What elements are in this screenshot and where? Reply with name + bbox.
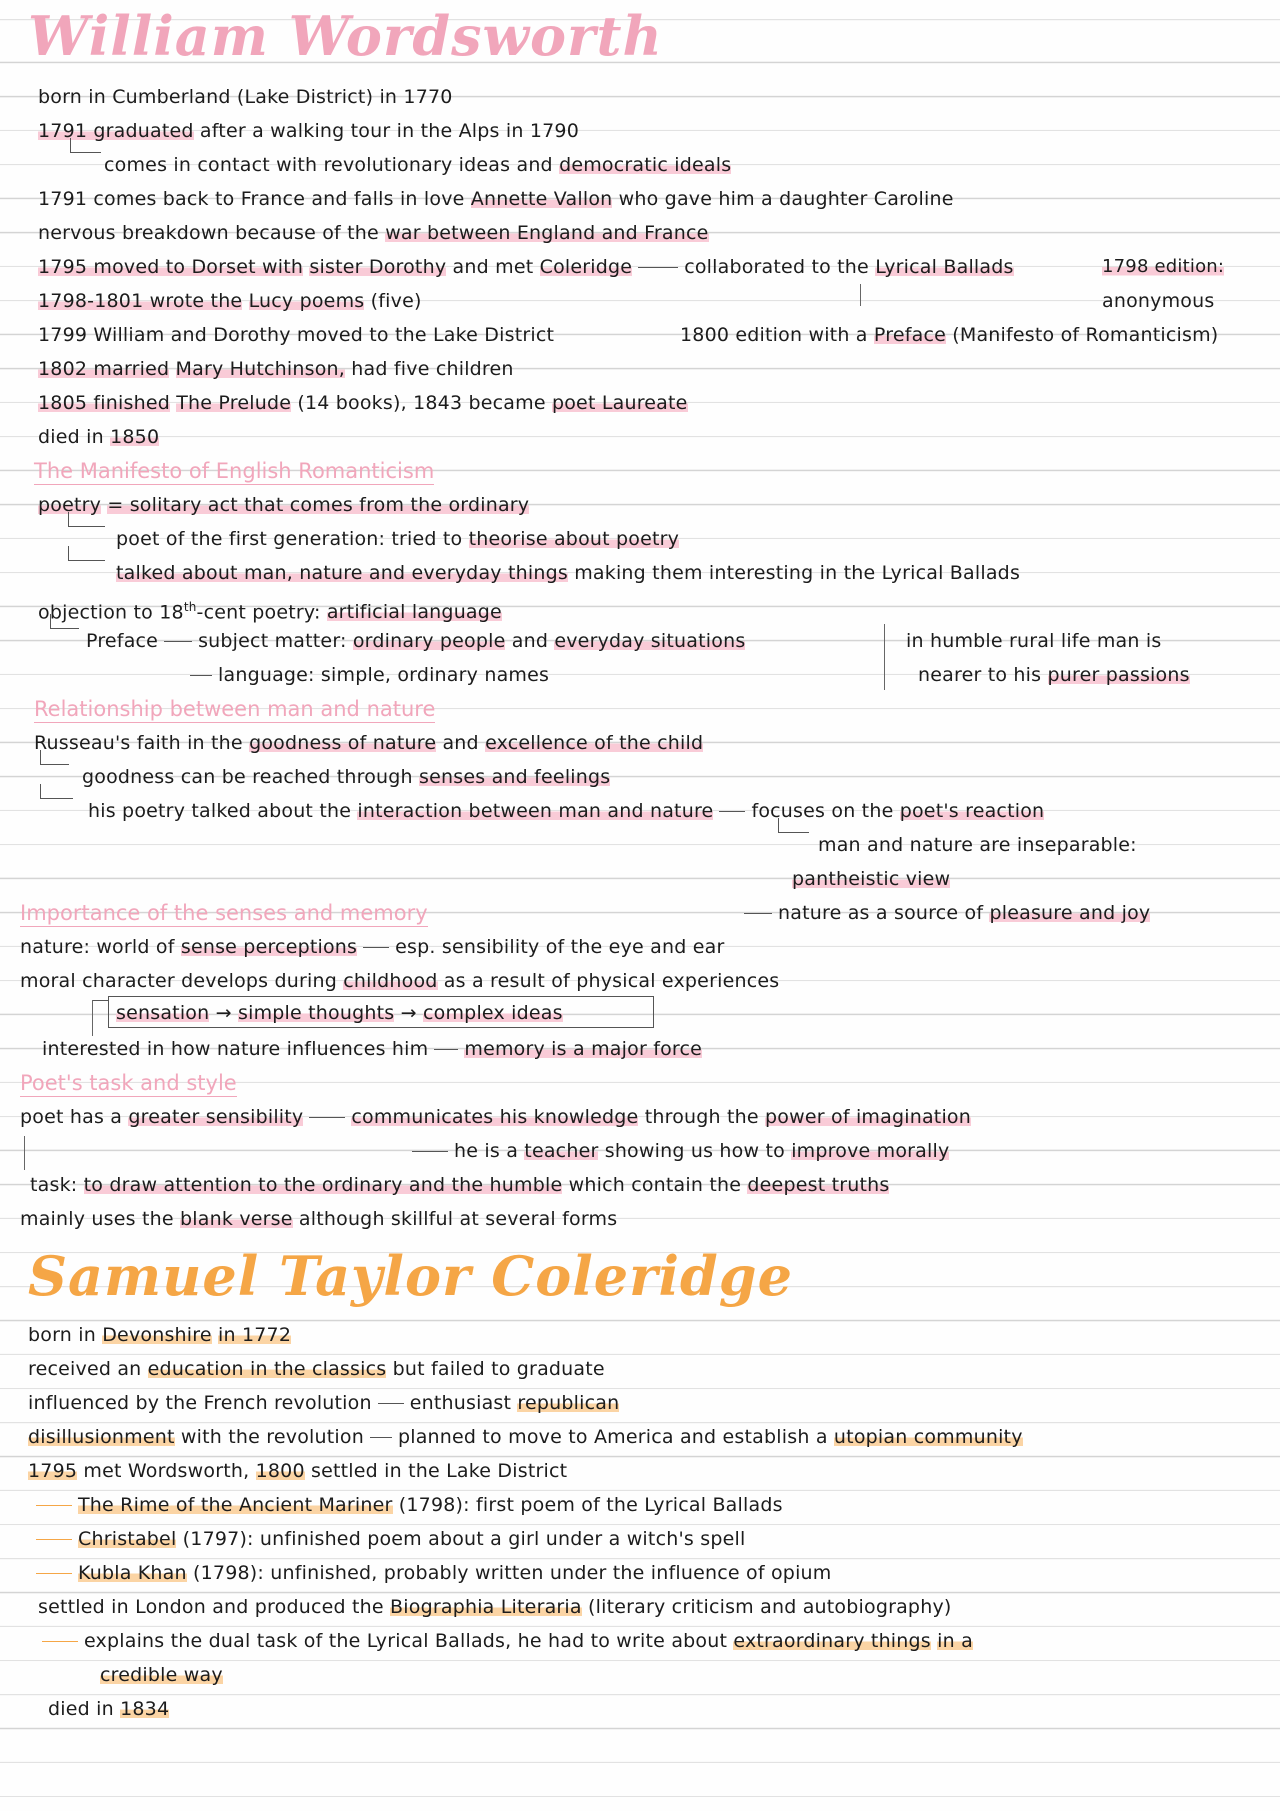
- ww-line-lucy-poems: 1798-1801 wrote the Lucy poems (five): [38, 290, 422, 312]
- ww-bracket-divider: [884, 624, 885, 690]
- stc-line-dual-task: explains the dual task of the Lyrical Ballads, he had to write about extraordinary things in a: [42, 1628, 973, 1654]
- ww-line-humble-rural: in humble rural life man is: [906, 630, 1162, 652]
- ww-section-task-style: Poet's task and style: [20, 1071, 237, 1095]
- arrow-icon: →: [400, 1002, 417, 1024]
- ww-line-graduated: 1791 graduated after a walking tour in the Alps in 1790: [38, 120, 579, 142]
- dash-connector: [378, 1403, 404, 1404]
- ww-line-teacher: he is a teacher showing us how to improve morally: [412, 1138, 949, 1164]
- dash-connector: [719, 811, 745, 812]
- ww-section-relationship: Relationship between man and nature: [34, 697, 436, 721]
- stc-line-kubla-khan: Kubla Khan (1798): unfinished, probably written under the influence of opium: [36, 1560, 832, 1586]
- ww-line-1800-edition: 1800 edition with a Preface (Manifesto of Romanticism): [680, 324, 1219, 346]
- ww-vertical-connector: [24, 1136, 25, 1170]
- ww-line-nature-world: nature: world of sense perceptions esp. sensibility of the eye and ear: [20, 936, 725, 958]
- stc-line-died: died in 1834: [48, 1698, 170, 1720]
- ww-line-france: 1791 comes back to France and falls in love Annette Vallon who gave him a daughter Caroline: [38, 188, 954, 210]
- ww-line-born: born in Cumberland (Lake District) in 1770: [38, 86, 453, 108]
- ww-note-1798-edition: 1798 edition:: [1102, 256, 1225, 277]
- dash-connector: [363, 947, 389, 948]
- dash-connector: [36, 1505, 72, 1506]
- ww-line-talked-about: talked about man, nature and everyday things making them interesting in the Lyrical Ballads: [116, 562, 1021, 584]
- dash-connector: [309, 1117, 345, 1118]
- ww-branch-connector: [70, 138, 101, 153]
- ww-line-russeau: Russeau's faith in the goodness of nature and excellence of the child: [34, 732, 704, 754]
- ww-line-task: task: to draw attention to the ordinary and the humble which contain the deepest truths: [30, 1174, 890, 1196]
- ww-line-memory: interested in how nature influences him memory is a major force: [42, 1038, 703, 1060]
- ww-line-married: 1802 married Mary Hutchinson, had five children: [38, 358, 514, 380]
- stc-line-disillusionment: disillusionment with the revolution planned to move to America and establish a utopian community: [28, 1426, 1023, 1448]
- ww-branch-connector: [40, 750, 69, 765]
- ww-line-prelude: 1805 finished The Prelude (14 books), 1843 became poet Laureate: [38, 392, 688, 414]
- dash-connector: [638, 267, 678, 268]
- ww-section-manifesto: The Manifesto of English Romanticism: [34, 459, 435, 483]
- stc-line-credible-way: credible way: [100, 1664, 223, 1686]
- ww-line-objection: objection to 18th-cent poetry: artificial language: [38, 600, 502, 624]
- ww-line-poetry: poetry = solitary act that comes from the ordinary: [38, 494, 530, 516]
- ww-branch-connector: [40, 784, 73, 799]
- ww-line-blank-verse: mainly uses the blank verse although skillful at several forms: [20, 1208, 618, 1230]
- stc-line-met-wordsworth: 1795 met Wordsworth, 1800 settled in the Lake District: [28, 1460, 568, 1482]
- ww-line-first-generation: poet of the first generation: tried to theorise about poetry: [116, 528, 680, 550]
- stc-line-influenced: influenced by the French revolution enthusiast republican: [28, 1392, 620, 1414]
- stc-line-born: born in Devonshire in 1772: [28, 1324, 292, 1346]
- dash-connector: [164, 641, 192, 642]
- ww-line-preface-subject: Preface subject matter: ordinary people and everyday situations: [86, 630, 746, 652]
- dash-connector: [370, 1437, 392, 1438]
- ww-branch-connector: [92, 1000, 108, 1001]
- dash-connector: [190, 675, 212, 676]
- ww-line-language: language: simple, ordinary names: [190, 662, 549, 688]
- stc-line-education: received an education in the classics but failed to graduate: [28, 1358, 605, 1380]
- ww-note-anonymous: anonymous: [1102, 290, 1215, 312]
- ww-line-pleasure: nature as a source of pleasure and joy: [744, 900, 1150, 926]
- dash-connector: [36, 1573, 72, 1574]
- ww-section-senses: Importance of the senses and memory: [20, 901, 428, 925]
- ww-line-sensation-chain: sensation → simple thoughts → complex ideas: [116, 1002, 563, 1024]
- dash-connector: [36, 1539, 72, 1540]
- ww-branch-connector: [50, 614, 79, 629]
- arrow-icon: →: [215, 1002, 232, 1024]
- ww-branch-connector: [68, 546, 105, 561]
- dash-connector: [42, 1641, 78, 1642]
- ww-branch-connector: [68, 512, 105, 527]
- stc-line-ancient-mariner: The Rime of the Ancient Mariner (1798): first poem of the Lyrical Ballads: [36, 1492, 783, 1518]
- stc-line-christabel: Christabel (1797): unfinished poem about a girl under a witch's spell: [36, 1526, 745, 1552]
- ww-line-moral-character: moral character develops during childhood as a result of physical experiences: [20, 970, 780, 992]
- ww-line-breakdown: nervous breakdown because of the war between England and France: [38, 222, 709, 244]
- ww-line-dorset: 1795 moved to Dorset with sister Dorothy and met Coleridge collaborated to the Lyrical Ballads: [38, 256, 1014, 278]
- ww-branch-connector: [778, 818, 809, 833]
- dash-connector: [412, 1151, 448, 1152]
- dash-connector: [434, 1049, 458, 1050]
- coleridge-title: Samuel Taylor Coleridge: [28, 1244, 793, 1308]
- ww-line-died: died in 1850: [38, 426, 160, 448]
- stc-line-biographia: settled in London and produced the Biographia Literaria (literary criticism and autobiography): [38, 1596, 952, 1618]
- ww-line-lake-district: 1799 William and Dorothy moved to the Lake District: [38, 324, 555, 346]
- ww-line-interaction: his poetry talked about the interaction between man and nature focuses on the poet's reaction: [88, 800, 1045, 822]
- ww-line-inseparable: man and nature are inseparable:: [818, 834, 1137, 856]
- ww-line-sensibility: poet has a greater sensibility communicates his knowledge through the power of imagination: [20, 1106, 971, 1128]
- ww-line-revolutionary: comes in contact with revolutionary ideas and democratic ideals: [104, 154, 732, 176]
- ww-line-nearer: nearer to his purer passions: [918, 664, 1190, 686]
- ww-vertical-connector: [860, 284, 861, 306]
- ww-line-pantheistic: pantheistic view: [792, 868, 951, 890]
- ww-vertical-connector: [92, 1000, 93, 1036]
- dash-connector: [744, 913, 772, 914]
- ww-line-goodness: goodness can be reached through senses and feelings: [82, 766, 611, 788]
- wordsworth-title: William Wordsworth: [28, 4, 663, 68]
